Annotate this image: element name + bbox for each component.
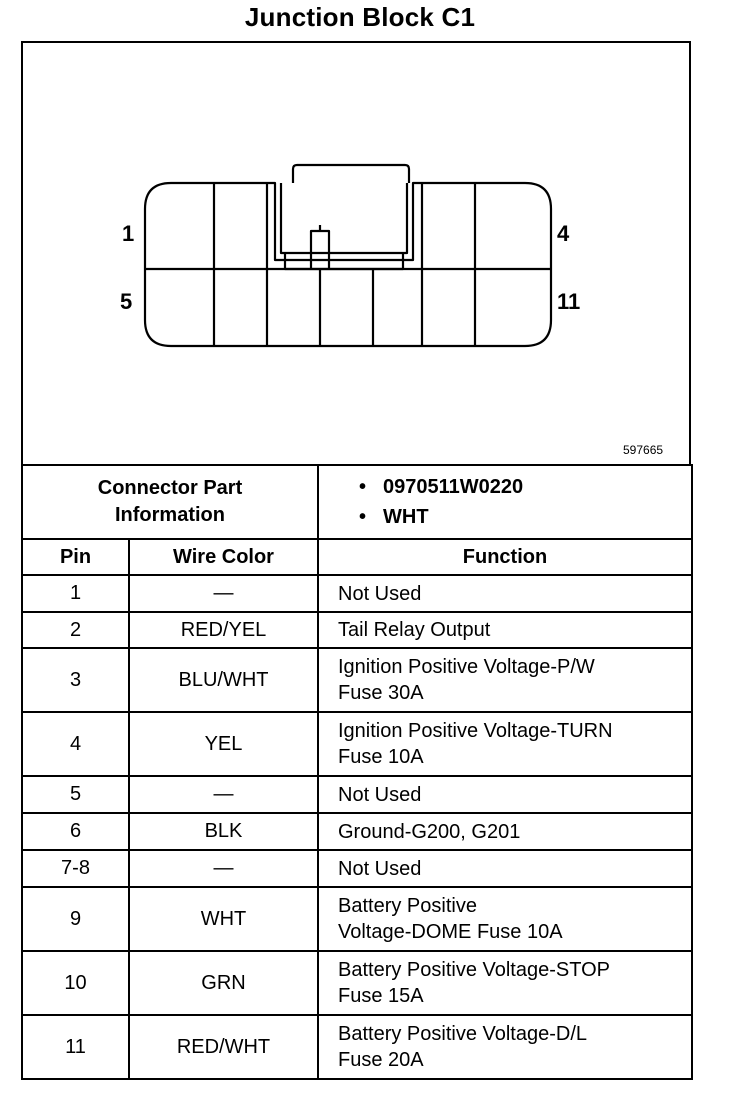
wire-color-cell: RED/WHT [129, 1015, 318, 1079]
wire-color-cell: BLU/WHT [129, 648, 318, 712]
wire-color-cell: — [129, 776, 318, 813]
function-line: Fuse 10A [338, 746, 424, 768]
pin-cell: 7-8 [22, 850, 129, 887]
part-info-row [22, 465, 692, 539]
table-row [22, 712, 692, 776]
pin-cell: 6 [22, 813, 129, 850]
function-cell [318, 813, 692, 850]
part-info-values [318, 465, 692, 539]
part-color-item: • WHT [359, 506, 429, 528]
table-header-row [22, 539, 692, 575]
pin-label-top-left: 1 [122, 221, 135, 246]
pin-cell: 5 [22, 776, 129, 813]
pin-cell: 3 [22, 648, 129, 712]
pin-cell: 4 [22, 712, 129, 776]
function-line: Battery Positive Voltage-D/L [338, 1023, 588, 1045]
wire-color-cell: WHT [129, 887, 318, 951]
wire-color-cell: — [129, 575, 318, 612]
function-line: Fuse 15A [338, 985, 424, 1007]
function-cell [318, 951, 692, 1015]
function-line: Ignition Positive Voltage-P/W [338, 656, 595, 678]
function-line: Ground-G200, G201 [338, 820, 521, 843]
function-cell [318, 612, 692, 648]
function-line: Not Used [338, 783, 422, 806]
wire-color-cell: RED/YEL [129, 612, 318, 648]
function-cell [318, 712, 692, 776]
function-line: Voltage-DOME Fuse 10A [338, 921, 563, 943]
pin-cell: 9 [22, 887, 129, 951]
pin-cell: 10 [22, 951, 129, 1015]
function-cell [318, 887, 692, 951]
part-number-item: • 0970511W0220 [359, 476, 524, 498]
function-cell [318, 575, 692, 612]
wire-color-cell: YEL [129, 712, 318, 776]
pin-cell: 2 [22, 612, 129, 648]
pin-label-bottom-right: 11 [557, 289, 581, 314]
function-line: Ignition Positive Voltage-TURN [338, 720, 613, 742]
wire-color-cell: — [129, 850, 318, 887]
table-row [22, 813, 692, 850]
function-line: Battery Positive [338, 895, 477, 917]
pin-label-bottom-left: 5 [120, 289, 133, 314]
function-line: Fuse 20A [338, 1049, 424, 1071]
pin-cell: 11 [22, 1015, 129, 1079]
wire-color-cell: BLK [129, 813, 318, 850]
table-row [22, 1015, 692, 1079]
function-line: Fuse 30A [338, 682, 424, 704]
pin-cell: 1 [22, 575, 129, 612]
function-cell [318, 850, 692, 887]
table-row [22, 575, 692, 612]
function-line: Battery Positive Voltage-STOP [338, 959, 610, 981]
header-pin: Pin [22, 539, 129, 575]
function-line: Tail Relay Output [338, 619, 491, 641]
function-line: Not Used [338, 857, 422, 880]
function-cell [318, 648, 692, 712]
table-row [22, 887, 692, 951]
pin-label-top-right: 4 [557, 221, 570, 246]
wire-color-cell: GRN [129, 951, 318, 1015]
table-row [22, 612, 692, 648]
table-row [22, 648, 692, 712]
connector-diagram [21, 41, 691, 465]
table-row [22, 951, 692, 1015]
function-cell [318, 1015, 692, 1079]
table-row [22, 850, 692, 887]
table-row [22, 776, 692, 813]
header-function: Function [318, 539, 692, 575]
connector-face-drawing [23, 43, 689, 465]
figure-id: 597665 [623, 443, 664, 457]
page-title: Junction Block C1 [244, 2, 476, 32]
pinout-table [21, 464, 693, 1080]
function-cell [318, 776, 692, 813]
part-info-label: Connector Part Information [22, 465, 318, 539]
header-wire-color: Wire Color [129, 539, 318, 575]
function-line: Not Used [338, 582, 422, 605]
